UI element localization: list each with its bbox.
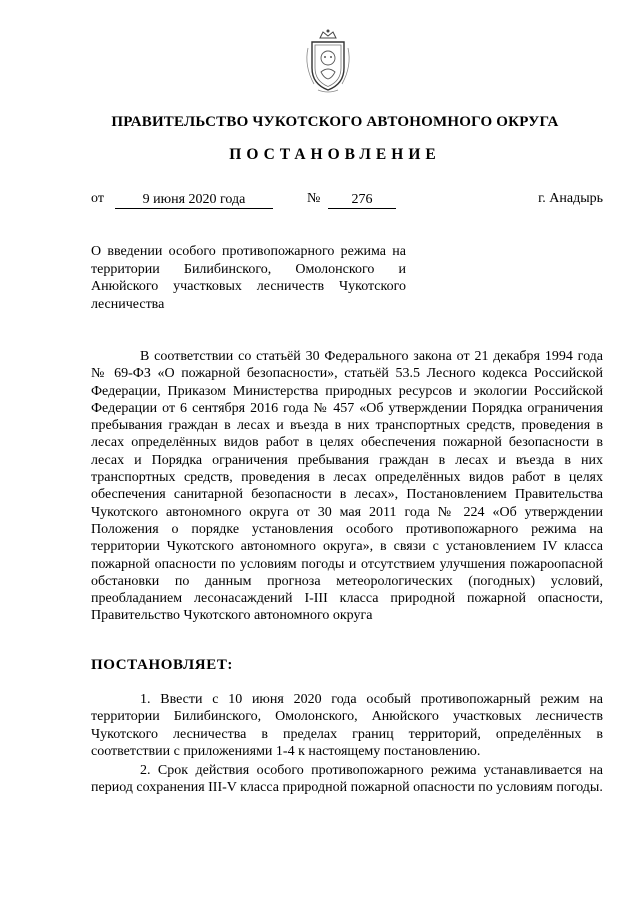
coat-of-arms-icon [298, 28, 358, 94]
document-meta [91, 191, 603, 211]
document-number: 276 [328, 191, 396, 209]
document-type: ПОСТАНОВЛЕНИЕ [229, 146, 441, 163]
government-title: ПРАВИТЕЛЬСТВО ЧУКОТСКОГО АВТОНОМНОГО ОКРУГА [111, 114, 559, 130]
date-label: от [91, 191, 104, 206]
document-date: 9 июня 2020 года [115, 191, 273, 209]
document-subject: О введении особого противопожарного режима на территории Билибинского, Омолонского и Анюйского участковых лесничеств Чукотского лесничества [91, 244, 406, 312]
resolves-heading: ПОСТАНОВЛЯЕТ: [91, 657, 234, 673]
preamble-paragraph: В соответствии со статьёй 30 Федерального закона от 21 декабря 1994 года № 69-ФЗ «О пожарной безопасности», статьёй 53.5 Лесного кодекса Российской Федерации, Приказом Министерства природных ресурсов и экологии Российской Федерации от 6 сентября 2016 года № 457 «Об утверждении Порядка ограничения пребывания граждан в лесах и въезда в них транспортных средств, проведения в лесах определённых видов работ в целях обеспечения пожарной безопасности в лесах и Порядка ограничения пребывания граждан в лесах и въезда в них транспортных средств, проведения в лесах определённых видов работ в целях обеспечения санитарной безопасности в лесах», Постановлением Правительства Чукотского автономного округа от 30 мая 2011 года № 224 «Об утверждении Положения о порядке установления особого противопожарного режима на территории Чукотского автономного округа», в связи с установлением IV класса пожарной опасности по условиям погоды и отсутствием улучшения пожароопасной обстановки по данным прогноза метеорологических (погодных) условий, преобладанием лесонасаждений I-III класса природной пожарной опасности, Правительство Чукотского автономного округа [91, 349, 603, 624]
number-label: № [307, 191, 321, 206]
resolution-item-2: 2. Срок действия особого противопожарного режима устанавливается на период сохранения III-V класса природной пожарной опасности по условиям погоды. [91, 763, 603, 796]
resolution-item-1: 1. Ввести с 10 июня 2020 года особый противопожарный режим на территории Билибинского, Омолонского, Анюйского участковых лесничеств Чукотского лесничества в пределах границ территорий, определённых в соответствии с приложениями 1-4 к настоящему постановлению. [91, 692, 603, 759]
document-place: г. Анадырь [538, 191, 603, 206]
